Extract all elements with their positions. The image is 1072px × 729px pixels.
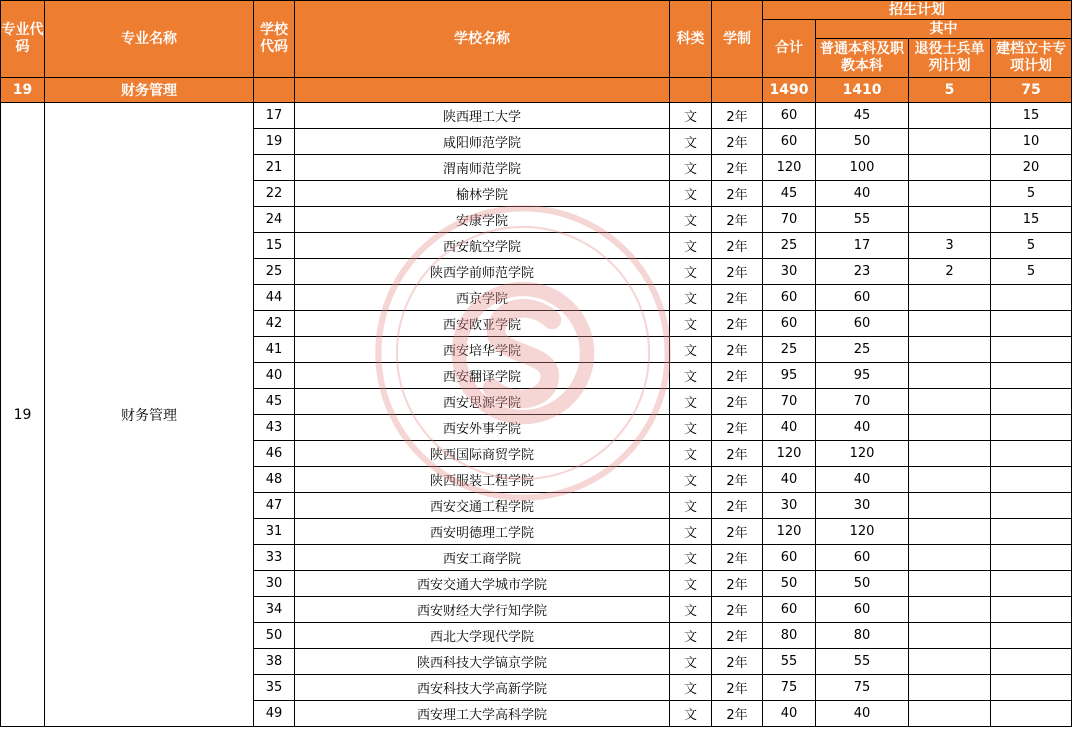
header-plan: 招生计划 [763,1,1072,20]
cell-regular: 60 [816,597,909,623]
cell-total: 70 [763,389,816,415]
cell-years: 2年 [712,363,763,389]
cell-poverty [991,597,1072,623]
cell-regular: 120 [816,519,909,545]
cell-school: 西安翻译学院 [295,363,670,389]
cell-code: 48 [254,467,295,493]
cell-total: 25 [763,233,816,259]
cell-veteran [909,649,991,675]
cell-type: 文 [670,675,712,701]
cell-code: 19 [254,129,295,155]
cell-type: 文 [670,311,712,337]
header-subject-type: 科类 [670,1,712,78]
cell-veteran [909,311,991,337]
cell-code: 31 [254,519,295,545]
cell-regular: 60 [816,311,909,337]
cell-total: 120 [763,519,816,545]
cell-code: 35 [254,675,295,701]
cell-regular: 40 [816,701,909,727]
cell-total: 80 [763,623,816,649]
summary-code: 19 [1,78,45,103]
cell-total: 60 [763,129,816,155]
cell-veteran [909,493,991,519]
header-school-code: 学校代码 [254,1,295,78]
cell-code: 33 [254,545,295,571]
cell-code: 17 [254,103,295,129]
cell-type: 文 [670,701,712,727]
cell-years: 2年 [712,155,763,181]
header-major-code: 专业代码 [1,1,45,78]
cell-poverty [991,415,1072,441]
cell-type: 文 [670,285,712,311]
cell-code: 40 [254,363,295,389]
summary-row [1,78,1072,103]
cell-poverty [991,623,1072,649]
cell-regular: 40 [816,181,909,207]
cell-veteran [909,571,991,597]
cell-type: 文 [670,467,712,493]
cell-poverty: 15 [991,103,1072,129]
cell-years: 2年 [712,181,763,207]
cell-regular: 40 [816,467,909,493]
summary-empty [254,78,295,103]
cell-regular: 80 [816,623,909,649]
cell-years: 2年 [712,493,763,519]
cell-code: 47 [254,493,295,519]
cell-poverty: 5 [991,259,1072,285]
cell-school: 西安航空学院 [295,233,670,259]
summary-empty [295,78,670,103]
cell-school: 西安外事学院 [295,415,670,441]
cell-school: 西京学院 [295,285,670,311]
cell-regular: 75 [816,675,909,701]
cell-type: 文 [670,597,712,623]
cell-years: 2年 [712,649,763,675]
cell-code: 22 [254,181,295,207]
cell-school: 西安工商学院 [295,545,670,571]
cell-regular: 40 [816,415,909,441]
cell-poverty [991,389,1072,415]
cell-poverty [991,571,1072,597]
cell-years: 2年 [712,571,763,597]
cell-code: 38 [254,649,295,675]
cell-code: 44 [254,285,295,311]
cell-school: 陕西服装工程学院 [295,467,670,493]
cell-veteran [909,389,991,415]
header-major-name: 专业名称 [45,1,254,78]
summary-name: 财务管理 [45,78,254,103]
cell-total: 40 [763,467,816,493]
cell-type: 文 [670,545,712,571]
cell-type: 文 [670,415,712,441]
cell-years: 2年 [712,311,763,337]
header-regular: 普通本科及职教本科 [816,39,909,78]
cell-code: 46 [254,441,295,467]
cell-code: 43 [254,415,295,441]
cell-type: 文 [670,129,712,155]
cell-years: 2年 [712,389,763,415]
cell-years: 2年 [712,675,763,701]
table-row [1,103,1072,129]
cell-veteran [909,155,991,181]
cell-poverty: 15 [991,207,1072,233]
cell-total: 60 [763,597,816,623]
cell-years: 2年 [712,519,763,545]
summary-total: 1490 [763,78,816,103]
cell-poverty [991,493,1072,519]
cell-veteran [909,285,991,311]
cell-school: 西安科技大学高新学院 [295,675,670,701]
cell-code: 45 [254,389,295,415]
summary-empty [670,78,712,103]
cell-code: 24 [254,207,295,233]
cell-years: 2年 [712,285,763,311]
cell-type: 文 [670,649,712,675]
cell-type: 文 [670,181,712,207]
cell-veteran [909,701,991,727]
cell-poverty: 10 [991,129,1072,155]
cell-regular: 17 [816,233,909,259]
cell-years: 2年 [712,623,763,649]
cell-total: 40 [763,415,816,441]
cell-type: 文 [670,519,712,545]
cell-school: 西安培华学院 [295,337,670,363]
cell-school: 西安思源学院 [295,389,670,415]
cell-type: 文 [670,493,712,519]
summary-poverty: 75 [991,78,1072,103]
cell-code: 30 [254,571,295,597]
cell-total: 50 [763,571,816,597]
cell-regular: 50 [816,571,909,597]
cell-total: 30 [763,259,816,285]
cell-regular: 60 [816,285,909,311]
cell-poverty [991,649,1072,675]
cell-total: 60 [763,103,816,129]
cell-school: 西安财经大学行知学院 [295,597,670,623]
cell-school: 西北大学现代学院 [295,623,670,649]
cell-poverty [991,519,1072,545]
cell-regular: 55 [816,649,909,675]
cell-veteran [909,597,991,623]
cell-regular: 95 [816,363,909,389]
cell-total: 25 [763,337,816,363]
cell-type: 文 [670,389,712,415]
cell-type: 文 [670,441,712,467]
header-total: 合计 [763,20,816,78]
cell-regular: 25 [816,337,909,363]
summary-veteran: 5 [909,78,991,103]
cell-type: 文 [670,155,712,181]
cell-school: 榆林学院 [295,181,670,207]
cell-poverty [991,363,1072,389]
summary-regular: 1410 [816,78,909,103]
cell-type: 文 [670,103,712,129]
cell-total: 120 [763,155,816,181]
cell-school: 西安理工大学高科学院 [295,701,670,727]
cell-years: 2年 [712,597,763,623]
major-code-cell: 19 [1,103,45,727]
cell-regular: 50 [816,129,909,155]
header-veteran: 退役士兵单列计划 [909,39,991,78]
cell-total: 60 [763,311,816,337]
cell-veteran [909,129,991,155]
cell-veteran [909,363,991,389]
cell-years: 2年 [712,129,763,155]
cell-school: 陕西国际商贸学院 [295,441,670,467]
cell-type: 文 [670,233,712,259]
table-body [1,103,1072,727]
cell-veteran: 2 [909,259,991,285]
cell-total: 30 [763,493,816,519]
cell-school: 陕西理工大学 [295,103,670,129]
header-poverty: 建档立卡专项计划 [991,39,1072,78]
cell-type: 文 [670,571,712,597]
cell-total: 60 [763,285,816,311]
cell-code: 41 [254,337,295,363]
header-among: 其中 [816,20,1072,39]
cell-regular: 23 [816,259,909,285]
cell-veteran [909,207,991,233]
cell-years: 2年 [712,467,763,493]
cell-years: 2年 [712,207,763,233]
cell-school: 西安明德理工学院 [295,519,670,545]
cell-total: 55 [763,649,816,675]
cell-poverty [991,337,1072,363]
cell-school: 陕西科技大学镐京学院 [295,649,670,675]
cell-code: 15 [254,233,295,259]
cell-years: 2年 [712,441,763,467]
cell-regular: 55 [816,207,909,233]
cell-poverty [991,701,1072,727]
cell-regular: 60 [816,545,909,571]
cell-type: 文 [670,623,712,649]
cell-total: 70 [763,207,816,233]
cell-school: 西安交通工程学院 [295,493,670,519]
table-header [1,1,1072,103]
cell-code: 34 [254,597,295,623]
cell-veteran [909,545,991,571]
cell-code: 49 [254,701,295,727]
cell-total: 95 [763,363,816,389]
cell-years: 2年 [712,337,763,363]
cell-school: 安康学院 [295,207,670,233]
cell-regular: 70 [816,389,909,415]
cell-type: 文 [670,363,712,389]
cell-type: 文 [670,207,712,233]
cell-poverty [991,311,1072,337]
cell-years: 2年 [712,259,763,285]
cell-school: 陕西学前师范学院 [295,259,670,285]
cell-school: 咸阳师范学院 [295,129,670,155]
cell-years: 2年 [712,545,763,571]
cell-poverty: 20 [991,155,1072,181]
cell-regular: 100 [816,155,909,181]
cell-code: 50 [254,623,295,649]
cell-poverty [991,545,1072,571]
cell-veteran [909,441,991,467]
cell-veteran [909,415,991,441]
cell-school: 渭南师范学院 [295,155,670,181]
cell-school: 西安交通大学城市学院 [295,571,670,597]
header-duration: 学制 [712,1,763,78]
major-name-cell: 财务管理 [45,103,254,727]
cell-code: 25 [254,259,295,285]
header-school-name: 学校名称 [295,1,670,78]
cell-poverty [991,675,1072,701]
cell-veteran [909,675,991,701]
cell-regular: 45 [816,103,909,129]
cell-years: 2年 [712,701,763,727]
cell-type: 文 [670,259,712,285]
cell-code: 21 [254,155,295,181]
cell-regular: 30 [816,493,909,519]
cell-veteran [909,623,991,649]
cell-poverty: 5 [991,181,1072,207]
cell-veteran [909,103,991,129]
cell-total: 120 [763,441,816,467]
cell-poverty [991,467,1072,493]
cell-years: 2年 [712,233,763,259]
cell-poverty: 5 [991,233,1072,259]
cell-veteran [909,337,991,363]
cell-type: 文 [670,337,712,363]
cell-veteran [909,519,991,545]
summary-empty [712,78,763,103]
cell-code: 42 [254,311,295,337]
cell-veteran [909,181,991,207]
cell-poverty [991,441,1072,467]
cell-total: 60 [763,545,816,571]
cell-veteran: 3 [909,233,991,259]
cell-regular: 120 [816,441,909,467]
cell-veteran [909,467,991,493]
cell-total: 40 [763,701,816,727]
cell-years: 2年 [712,103,763,129]
cell-poverty [991,285,1072,311]
cell-years: 2年 [712,415,763,441]
cell-total: 45 [763,181,816,207]
cell-total: 75 [763,675,816,701]
cell-school: 西安欧亚学院 [295,311,670,337]
